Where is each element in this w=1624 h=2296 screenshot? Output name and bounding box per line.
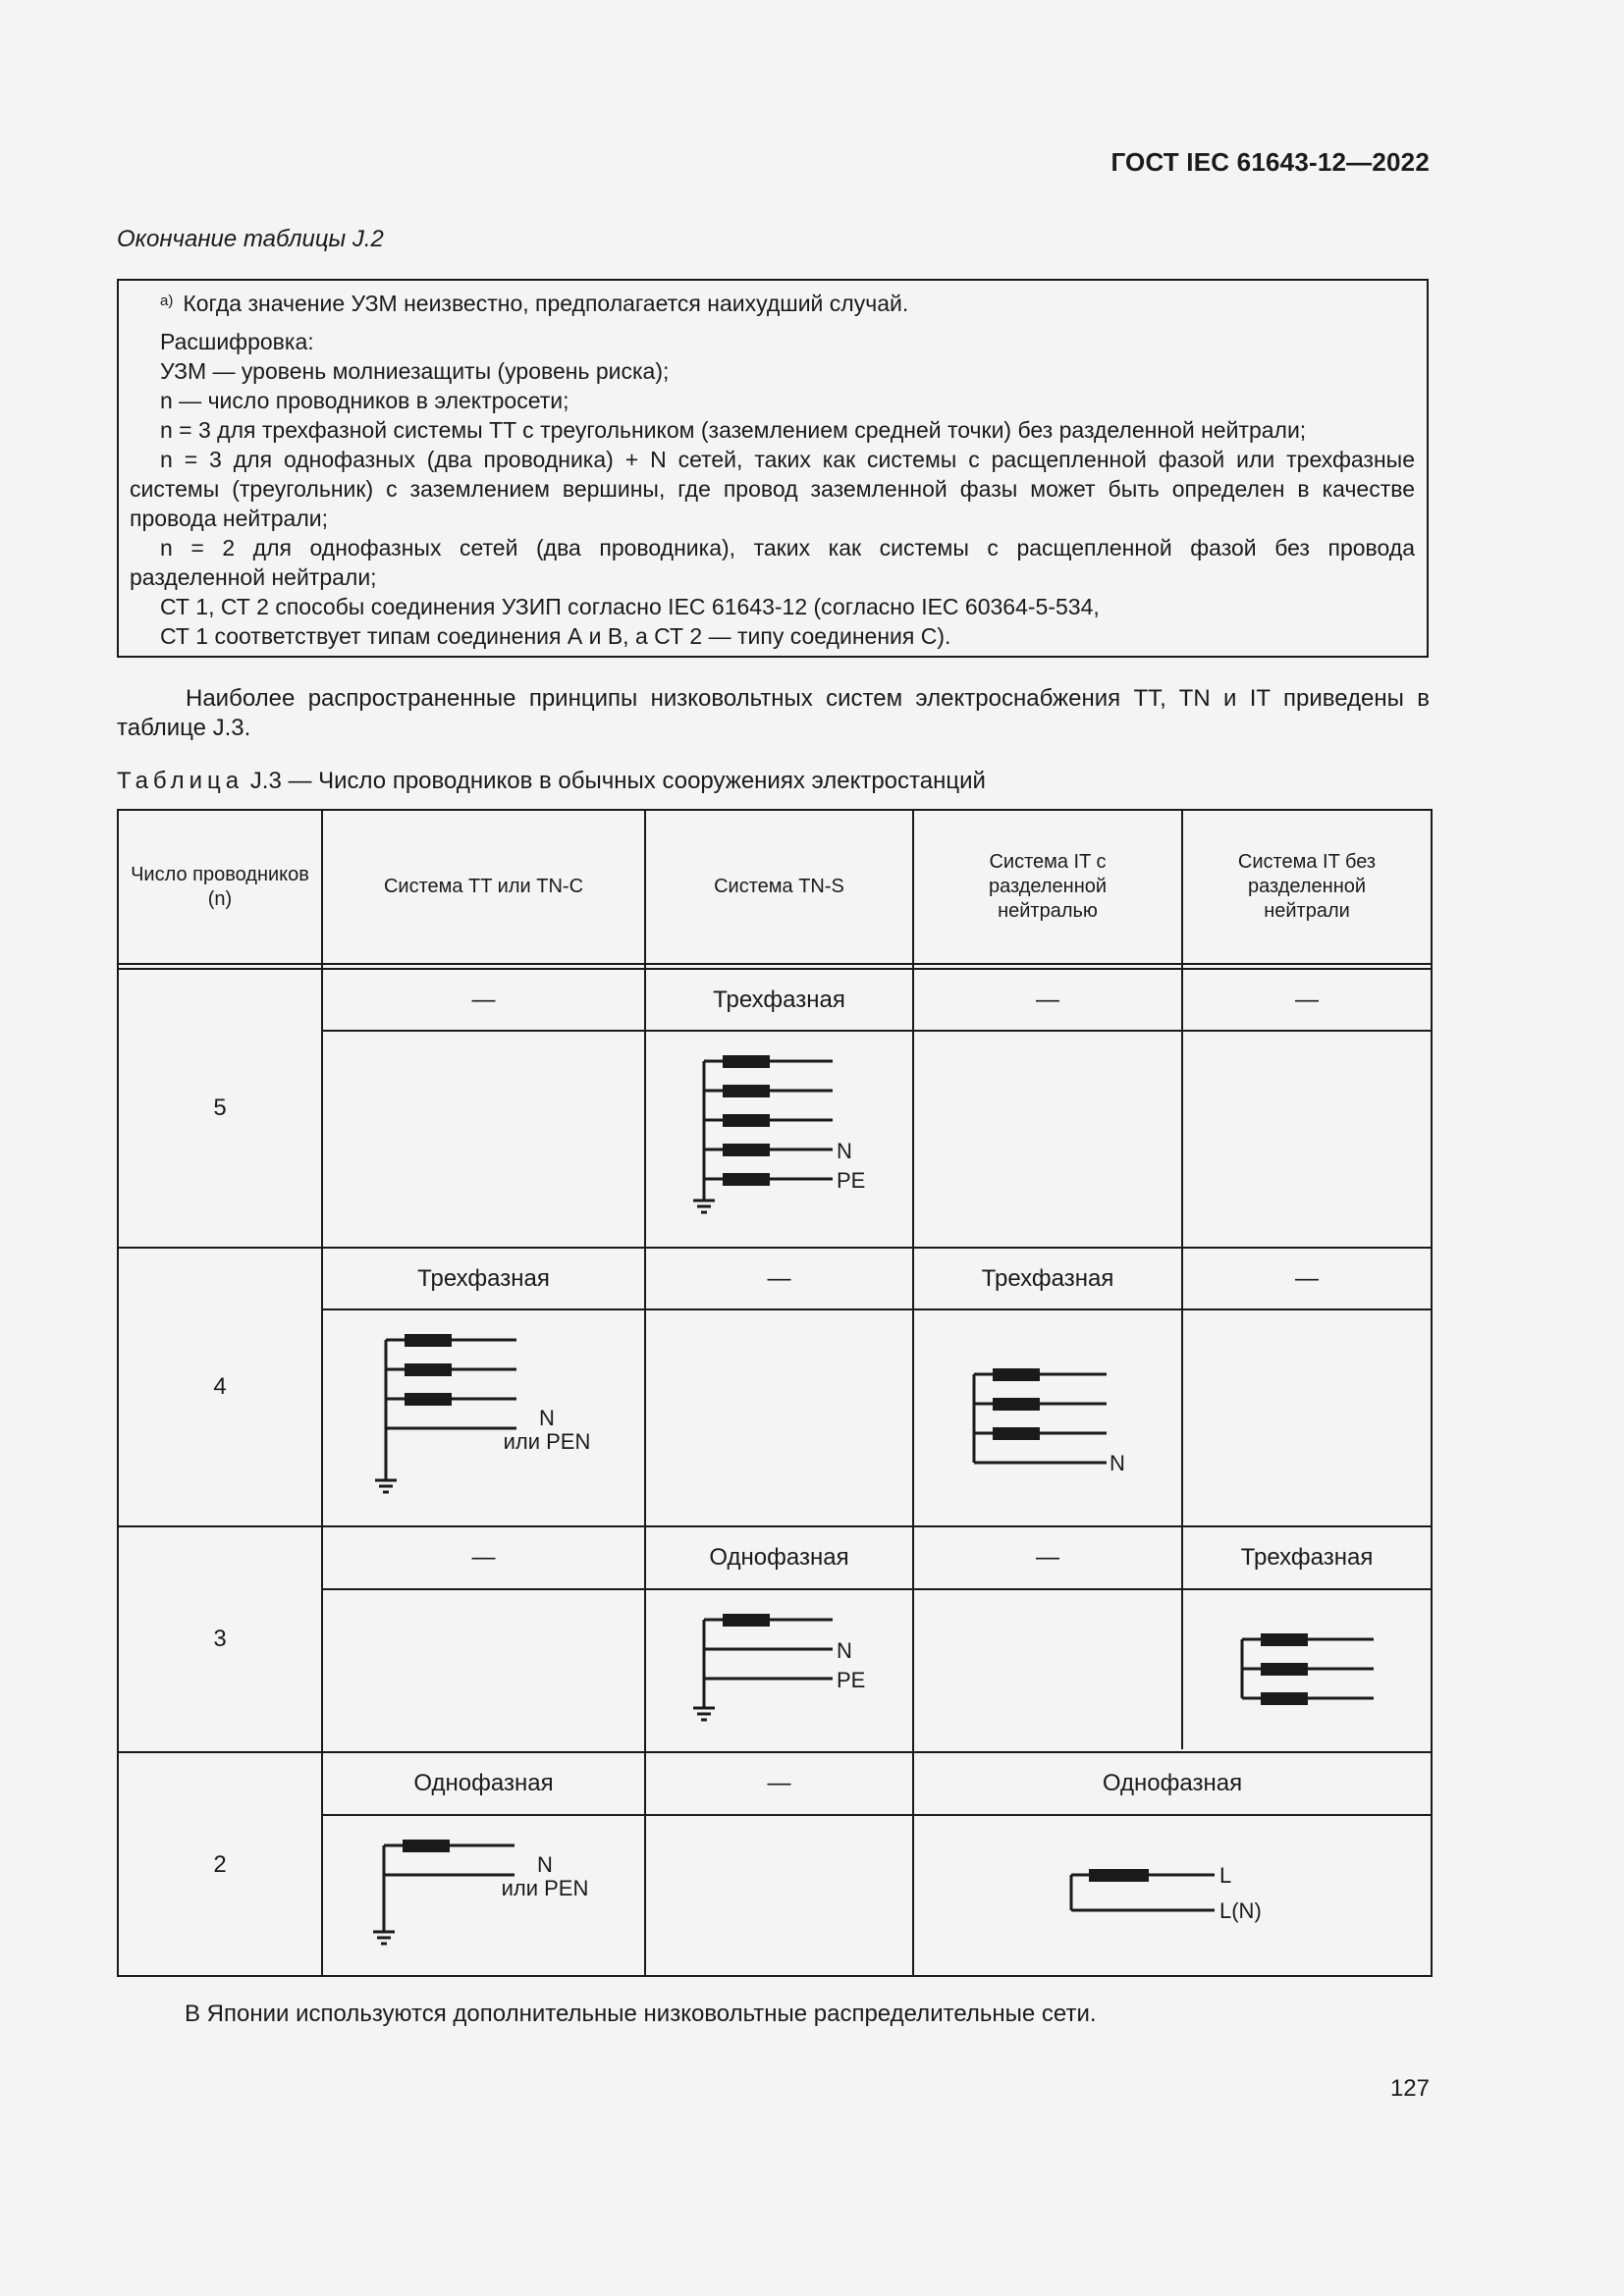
table-caption-text: J.3 — Число проводников в обычных сооружениях электростанций xyxy=(249,768,986,794)
header-cell-it-neutral: Система IT с разделенной нейтралью xyxy=(988,851,1108,922)
diagram-2-it xyxy=(914,1816,1431,1977)
header-cell-tns: Система TN-S xyxy=(714,876,844,897)
header-cell-n: Число проводников (n) xyxy=(131,863,309,910)
legend-line: n — число проводников в электросети; xyxy=(160,388,569,413)
diagram-4-it-neutral xyxy=(914,1310,1181,1525)
diagram-3-tns xyxy=(646,1590,912,1751)
row-n-value: 4 xyxy=(213,1373,227,1400)
label-n: N xyxy=(539,1406,555,1430)
legend-line: СТ 1, СТ 2 способы соединения УЗИП согласно IEC 61643-12 (согласно IEC 60364-5-534, xyxy=(160,594,1100,619)
label-pe: PE xyxy=(837,1168,866,1193)
cell-label: — xyxy=(471,1544,496,1571)
document-id-header: ГОСТ IEC 61643-12—2022 xyxy=(1110,147,1430,177)
cell-label: — xyxy=(1036,1544,1059,1571)
continuation-caption: Окончание таблицы J.2 xyxy=(117,226,384,252)
cell-label: — xyxy=(767,1770,791,1796)
header-rule xyxy=(119,963,1431,965)
diagram-2-tt-tnc xyxy=(323,1816,644,1977)
legend-line: n = 3 для однофазных (два проводника) + N сетей, таких как системы с расщепленной фазой или трехфазные xyxy=(160,447,1415,472)
cell-label: Однофазная xyxy=(1102,1770,1243,1796)
cell-label: Трехфазная xyxy=(981,1264,1114,1292)
cell-label: — xyxy=(767,1264,791,1292)
label-l-n: L(N) xyxy=(1219,1898,1262,1923)
page-number: 127 xyxy=(1389,2075,1430,2102)
label-l: L xyxy=(1219,1863,1232,1888)
cell-label: Трехфазная xyxy=(417,1264,550,1292)
legend-line: n = 3 для трехфазной системы TT с треугольником (заземлением средней точки) без разделенной нейтрали; xyxy=(160,417,1307,443)
row-n-value: 2 xyxy=(213,1851,227,1878)
footnote-note-text: Когда значение УЗМ неизвестно, предполагается наихудший случай. xyxy=(183,291,909,316)
header-cell-it-no-neutral: Система IT без разделенной нейтрали xyxy=(1237,851,1377,922)
cell-label: Однофазная xyxy=(709,1544,849,1571)
label-or-pen: или PEN xyxy=(503,1429,591,1454)
legend-line: УЗМ — уровень молниезащиты (уровень риска); xyxy=(160,358,670,384)
cell-label: Трехфазная xyxy=(1240,1544,1374,1571)
cell-label: — xyxy=(471,986,496,1013)
cell-label: — xyxy=(1295,986,1319,1013)
cell-label: Однофазная xyxy=(413,1770,554,1796)
cell-label: — xyxy=(1036,986,1059,1013)
table-caption-prefix: Таблица xyxy=(117,768,244,794)
legend-line: n = 2 для однофазных сетей (два проводника), таких как системы с расщепленной фазой без провода xyxy=(160,535,1415,561)
legend-line: СТ 1 соответствует типам соединения А и В, а СТ 2 — типу соединения С). xyxy=(160,623,951,649)
row-n-value: 5 xyxy=(213,1095,227,1121)
header-cell-tt-tnc: Система TT или TN-C xyxy=(383,876,584,897)
cell-label: — xyxy=(1295,1264,1319,1292)
diagram-3-it-no-neutral xyxy=(1183,1590,1431,1751)
legend-line: разделенной нейтрали; xyxy=(130,564,377,590)
row-n-value: 3 xyxy=(213,1626,227,1652)
footnote-note xyxy=(130,289,1415,318)
label-n: N xyxy=(837,1638,852,1663)
legend-line: системы (треугольник) с заземлением вершины, где провод заземленной фазы может быть определен в качестве xyxy=(130,476,1415,502)
label-n: N xyxy=(837,1139,852,1163)
legend-title: Расшифровка: xyxy=(160,329,314,354)
diagram-4-tt-tnc xyxy=(323,1310,644,1525)
label-n: N xyxy=(1110,1451,1125,1475)
footnote-marker: a) xyxy=(160,293,174,309)
legend-line: провода нейтрали; xyxy=(130,506,329,531)
label-n: N xyxy=(537,1852,553,1877)
footnote-box xyxy=(117,279,1429,658)
closing-paragraph: В Японии используются дополнительные низковольтные распределительные сети. xyxy=(185,2001,1097,2027)
table-caption xyxy=(117,768,986,795)
conductors-table xyxy=(117,809,1433,1977)
body-paragraph: Наиболее распространенные принципы низковольтных систем электроснабжения TT, TN и IT приведены в таблице J.3. xyxy=(117,685,1430,741)
cell-label: Трехфазная xyxy=(713,986,845,1013)
diagram-5-tns xyxy=(646,1032,912,1247)
label-or-pen: или PEN xyxy=(501,1876,589,1900)
label-pe: PE xyxy=(837,1668,866,1692)
